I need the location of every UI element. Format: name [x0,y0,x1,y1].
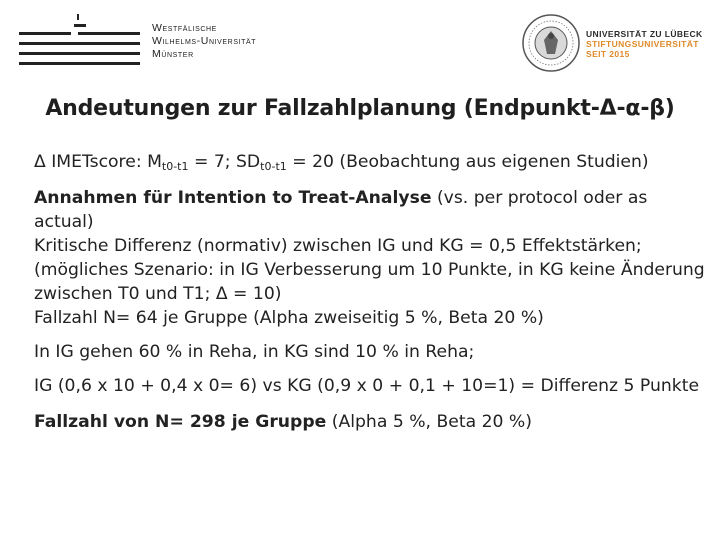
assumptions-bold: Annahmen für Intention to Treat-Analyse [34,188,432,208]
sample-size-bold: Fallzahl von N= 298 je Gruppe [34,412,327,432]
sample-size-rest: (Alpha 5 %, Beta 20 %) [326,412,532,432]
wwu-name [152,22,256,61]
paragraph-difference-calc: IG (0,6 x 10 + 0,4 x 0= 6) vs KG (0,9 x 0 + 0,1 + 10=1) = Differenz 5 Punkte [34,376,700,396]
uzl-name-line2: STIFTUNGSUNIVERSITÄT [586,39,699,49]
paragraph-reha-rates: In IG gehen 60 % in Reha, in KG sind 10 % in Reha; [34,342,475,362]
uzl-logo [520,12,710,74]
wwu-name-line1: Westfälische [152,22,217,34]
slide-header [0,0,720,90]
imet-text-a: Δ IMETscore: M [34,152,162,172]
wwu-name-line2: Wilhelms-Universität [152,35,257,47]
paragraph-imet-score [34,150,706,174]
imet-text-c: = 20 (Beobachtung aus eigenen Studien) [286,152,649,172]
imet-sub-a: t0-t1 [161,160,189,173]
uzl-seal-icon [520,12,582,74]
paragraph-assumptions [34,186,706,234]
uzl-name [586,29,703,59]
wwu-logo [14,12,264,74]
slide-title: Andeutungen zur Fallzahlplanung (Endpunkt-Δ-α-β) [45,96,675,121]
paragraph-sample-size-298 [34,410,706,434]
paragraph-critical-difference: Kritische Differenz (normativ) zwischen IG und KG = 0,5 Effektstärken; (mögliches Szenario: in IG Verbesserung um 10 Punkte, in KG keine Änderung zwischen T0 und T1; Δ = 10) [34,236,705,304]
uzl-name-line3: SEIT 2015 [586,49,630,59]
wwu-name-line3: Münster [152,48,194,60]
uzl-name-line1: UNIVERSITÄT ZU LÜBECK [586,29,703,39]
imet-text-b: = 7; SD [188,152,261,172]
imet-sub-b: t0-t1 [260,160,287,173]
paragraph-sample-size-64: Fallzahl N= 64 je Gruppe (Alpha zweiseitig 5 %, Beta 20 %) [34,308,544,328]
wwu-logo-bars-icon [14,12,154,74]
assumptions-rest: (vs. per protocol oder as actual) [34,188,648,232]
slide-body [34,150,706,434]
